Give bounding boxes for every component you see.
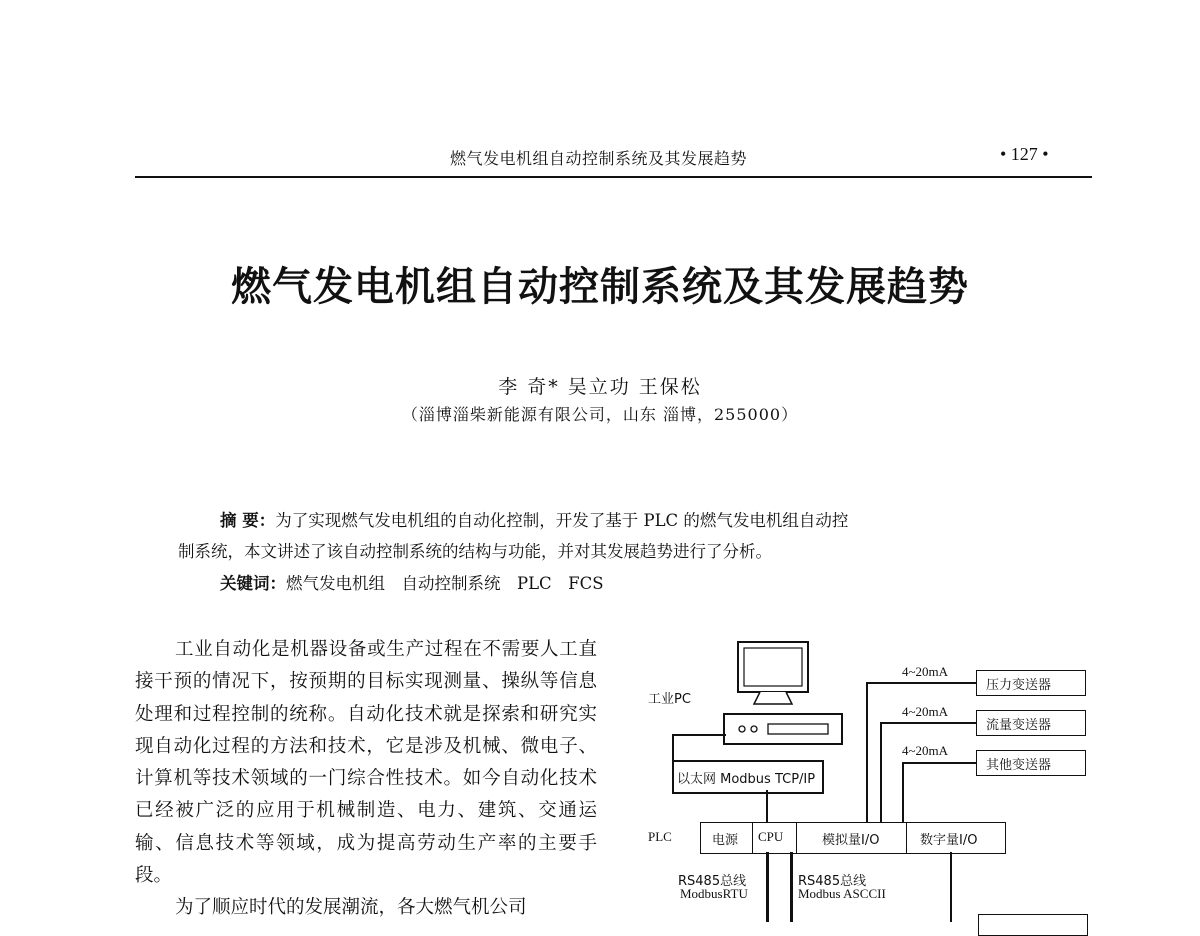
- abstract: [178, 505, 1058, 567]
- sensor2-wire-v: [880, 722, 882, 824]
- running-title: 燃气发电机组自动控制系统及其发展趋势: [450, 149, 748, 168]
- abstract-text-1: 为了实现燃气发电机组的自动化控制，开发了基于 PLC 的燃气发电机组自动控: [275, 511, 849, 530]
- sensor1-wire-h: [866, 682, 976, 684]
- keywords-text: 燃气发电机组 自动控制系统 PLC FCS: [286, 574, 604, 593]
- signal-label-2: 4~20mA: [902, 704, 949, 719]
- article-title: 燃气发电机组自动控制系统及其发展趋势: [231, 263, 969, 310]
- sensor3-wire-h: [902, 762, 976, 764]
- body-paragraph-1: 工业自动化是机器设备或生产过程在不需要人工直接干预的情况下，按预期的目标实现测量、操纵等信息处理和过程控制的统称。自动化技术就是探索和研究实现自动化过程的方法和技术，它是涉及机械、微电子、计算机等技术领域的一门综合性技术。如今自动化技术已经被广泛的应用于机械制造、电力、建筑、交通运输、信息技术等领域，成为提高劳动生产率的主要手段。: [135, 639, 597, 887]
- module-cpu-label: CPU: [758, 829, 784, 844]
- header-rule: [135, 176, 1092, 178]
- digital-io-wire: [950, 852, 952, 922]
- sensor-label-2: 流量变送器: [986, 718, 1052, 733]
- sensor1-wire-v: [866, 682, 868, 824]
- system-diagram: [640, 630, 1100, 920]
- pc-label: 工业PC: [648, 692, 691, 707]
- signal-label-1: 4~20mA: [902, 664, 949, 679]
- keywords: [220, 570, 604, 594]
- abstract-label: 摘 要：: [220, 511, 276, 530]
- abstract-text-2: 制系统，本文讲述了该自动控制系统的结构与功能，并对其发展趋势进行了分析。: [178, 542, 772, 561]
- abstract-line-1: [178, 505, 1058, 536]
- sensor-label-3: 其他变送器: [986, 758, 1052, 773]
- affiliation: （淄博淄柴新能源有限公司，山东 淄博，255000）: [401, 405, 799, 424]
- signal-label-3: 4~20mA: [902, 743, 949, 758]
- module-power-label: 电源: [712, 833, 739, 848]
- plc-label: PLC: [648, 829, 672, 844]
- module-analog-label: 模拟量I/O: [822, 833, 880, 848]
- sensor-box-partial: [978, 914, 1088, 936]
- body-column: [135, 634, 597, 925]
- ethernet-label: 以太网 Modbus TCP/IP: [677, 772, 816, 787]
- keywords-label: 关键词：: [220, 574, 286, 593]
- rs485-right-line2: Modbus ASCCII: [798, 886, 886, 901]
- module-digital-label: 数字量I/O: [920, 833, 978, 848]
- computer-icon: [720, 640, 850, 750]
- author-list: 李 奇* 吴立功 王保松: [498, 376, 702, 398]
- rs485-left-line1: RS485总线: [678, 874, 747, 889]
- sensor3-wire-v: [902, 762, 904, 824]
- rs485-bus-right: [790, 852, 793, 922]
- sensor2-wire-h: [880, 722, 976, 724]
- rs485-right-line1: RS485总线: [798, 874, 867, 889]
- body-paragraph-2: 为了顺应时代的发展潮流，各大燃气机公司: [175, 897, 527, 919]
- rs485-bus-left: [766, 852, 769, 922]
- sensor-label-1: 压力变送器: [986, 678, 1052, 693]
- ethernet-wire-c: [766, 790, 768, 824]
- ethernet-wire-a: [672, 734, 726, 736]
- page-number: • 127 •: [1000, 144, 1049, 164]
- rs485-left-line2: ModbusRTU: [680, 886, 748, 901]
